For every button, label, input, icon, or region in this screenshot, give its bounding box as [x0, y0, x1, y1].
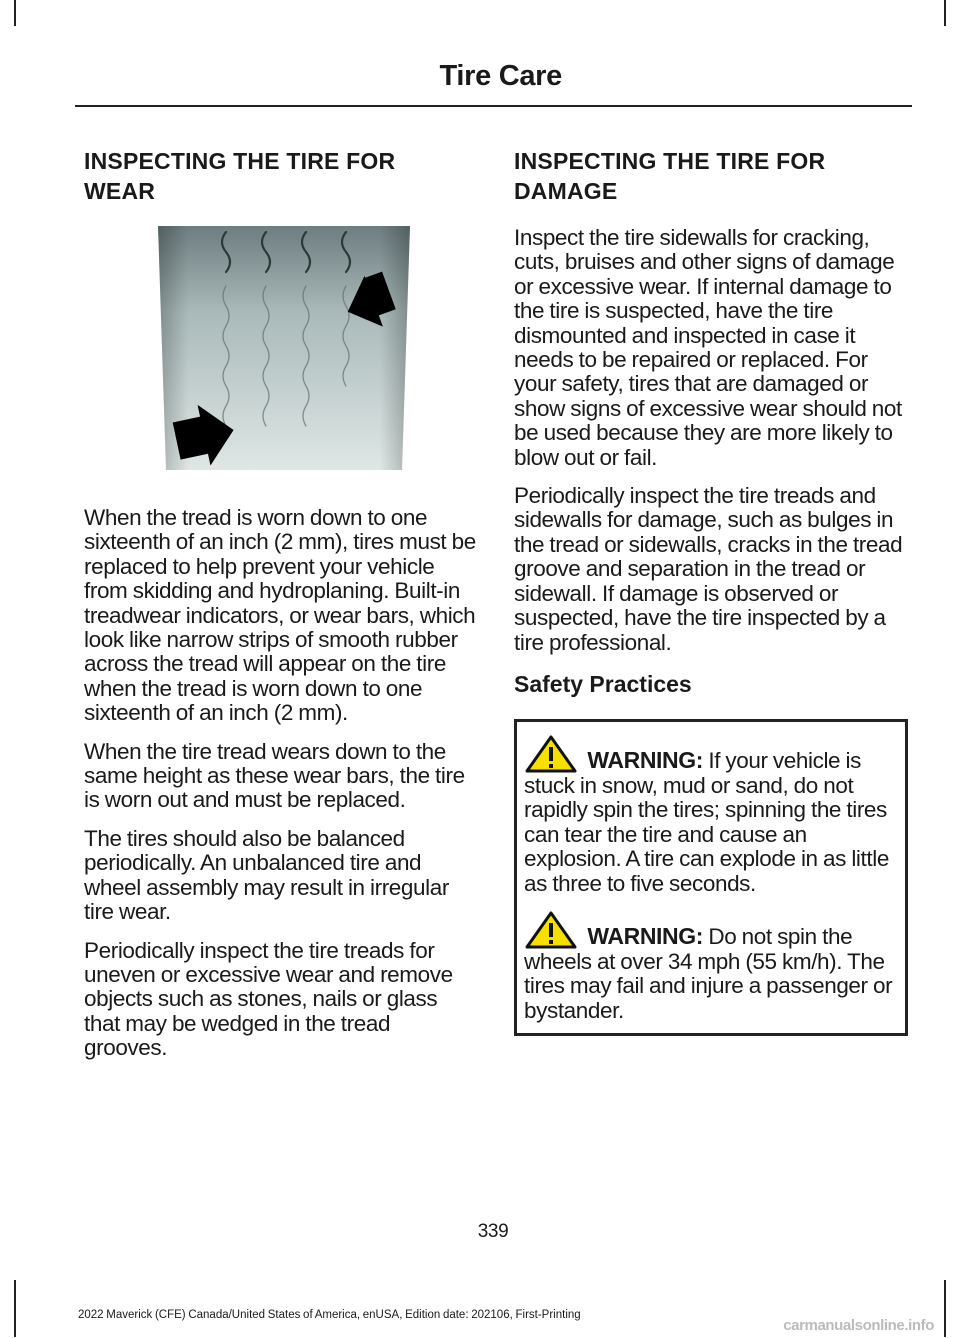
left-column — [84, 146, 476, 1075]
damage-heading: INSPECTING THE TIRE FOR DAMAGE — [514, 148, 826, 204]
wear-paragraph-2: When the tire tread wears down to the same height as these wear bars, the tire is worn out and must be replaced. — [84, 738, 465, 813]
warning-text: Do not spin the wheels at over 34 mph (55 km/h). The tires may fail and injure a passenger or bystander. — [524, 923, 893, 1023]
tire-tread-illustration — [156, 226, 412, 470]
footer-edition-info: 2022 Maverick (CFE) Canada/United States of America, enUSA, Edition date: 202106, First-Printing — [78, 1309, 581, 1321]
damage-paragraph-1: Inspect the tire sidewalls for cracking, cuts, bruises and other signs of damage or excessive wear. If internal damage to the tire is suspected, have the tire dismounted and inspected in case it needs to be repaired or replaced. For your safety, tires that are damaged or show signs of excessive wear should not be used because they are more likely to blow out or fail. — [514, 225, 902, 470]
damage-paragraph-2: Periodically inspect the tire treads and sidewalls for damage, such as bulges in the tread or sidewalls, cracks in the tread groove and separation in the tread or sidewall. If damage is observed or suspected, have the tire inspected by a tire professional. — [514, 483, 903, 655]
safety-practices-heading: Safety Practices — [514, 670, 692, 697]
right-column — [514, 146, 908, 1036]
warning-box — [514, 719, 908, 1036]
wear-heading: INSPECTING THE TIRE FOR WEAR — [84, 148, 396, 204]
wear-paragraph-3: The tires should also be balanced periodically. An unbalanced tire and wheel assembly may result in irregular tire wear. — [84, 825, 449, 925]
warning-item — [524, 910, 897, 1023]
warning-text: If your vehicle is stuck in snow, mud or sand, do not rapidly spin the tires; spinning the tires can tear the tire and cause an explosion. A tire can explode in as little as three to five seconds. — [524, 747, 889, 896]
warning-label: WARNING: — [587, 922, 703, 949]
crop-mark-bottom-right — [944, 1280, 946, 1337]
page-number: 339 — [477, 1221, 509, 1242]
wear-paragraph-4: Periodically inspect the tire treads for uneven or excessive wear and remove objects such as stones, nails or glass that may be wedged in the tread grooves. — [84, 937, 453, 1061]
warning-triangle-icon — [524, 734, 578, 774]
warning-item — [524, 734, 897, 896]
watermark: carmanualsonline.info — [783, 1317, 934, 1334]
crop-mark-bottom-left — [14, 1280, 16, 1337]
page-title: Tire Care — [439, 60, 562, 92]
wear-paragraph-1: When the tread is worn down to one sixteenth of an inch (2 mm), tires must be replaced to help prevent your vehicle from skidding and hydroplaning. Built-in treadwear indicators, or wear bars, which look like narrow strips of smooth rubber across the tread will appear on the tire when the tread is worn down to one sixteenth of an inch (2 mm). — [84, 505, 476, 726]
header-divider — [75, 105, 912, 107]
warning-label: WARNING: — [587, 746, 703, 773]
crop-mark-top-right — [944, 0, 946, 26]
warning-triangle-icon — [524, 910, 578, 950]
crop-mark-top-left — [14, 0, 16, 26]
